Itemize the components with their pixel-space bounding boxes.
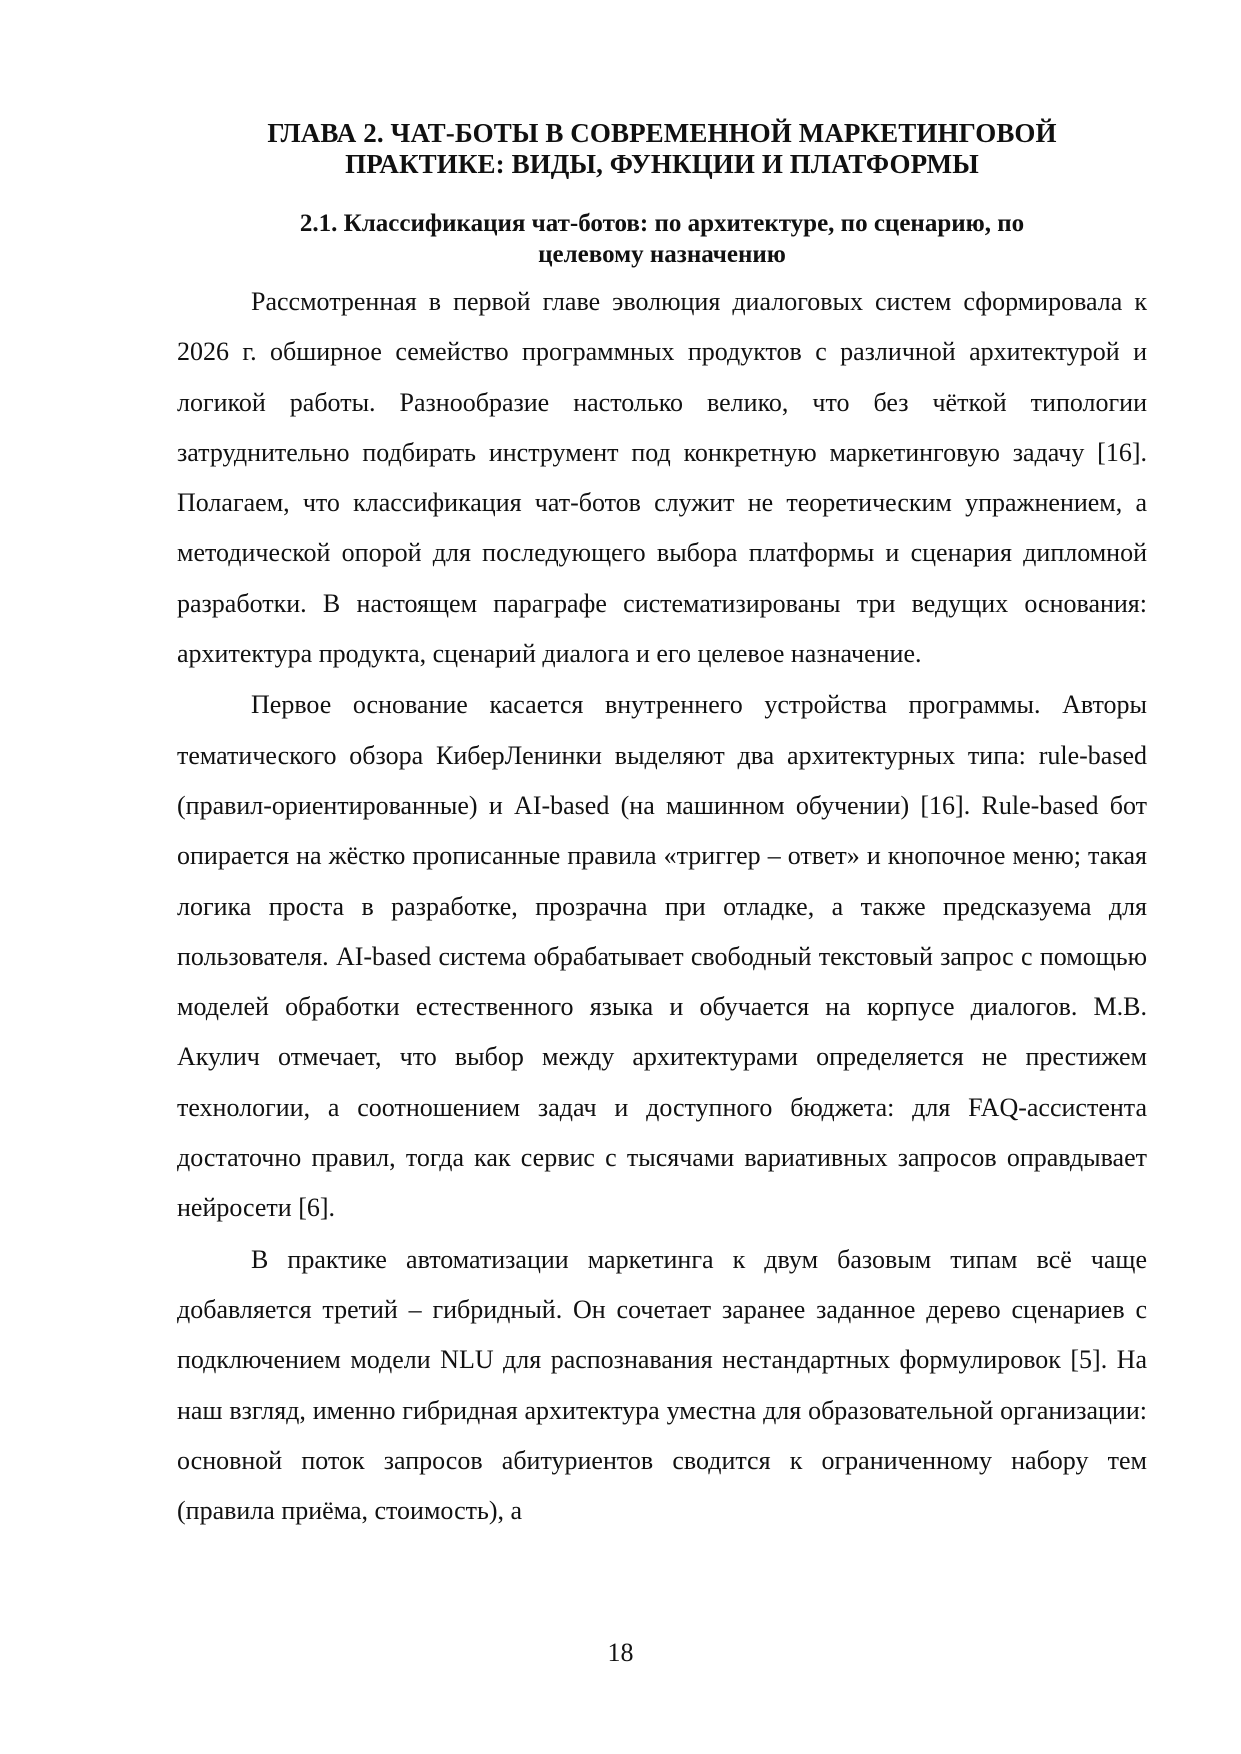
section-title [177, 208, 1147, 270]
paragraph-2: Первое основание касается внутреннего устройства программы. Авторы тематического обзора КиберЛенинки выделяют два архитектурных типа: rule-based (правил-ориентированные) и AI-based (на машинном обучении) [16]. Rule-based бот опирается на жёстко прописанные правила «триггер – ответ» и кнопочное меню; такая логика проста в разработке, прозрачна при отладке, а также предсказуема для пользователя. AI-based система обрабатывает свободный текстовый запрос с помощью моделей обработки естественного языка и обучается на корпусе диалогов. М.В. Акулич отмечает, что выбор между архитектурами определяется не престижем технологии, а соотношением задач и доступного бюджета: для FAQ-ассистента достаточно правил, тогда как сервис с тысячами вариативных запросов оправдывает нейросети [6]. [177, 690, 1147, 1223]
page-number: 18 [607, 1638, 634, 1667]
paragraph-1: Рассмотренная в первой главе эволюция диалоговых систем сформировала к 2026 г. обширное семейство программных продуктов с различной архитектурой и логикой работы. Разнообразие настолько велико, что без чёткой типологии затруднительно подбирать инструмент под конкретную маркетинговую задачу [16]. Полагаем, что классификация чат-ботов служит не теоретическим упражнением, а методической опорой для последующего выбора платформы и сценария дипломной разработки. В настоящем параграфе систематизированы три ведущих основания: архитектура продукта, сценарий диалога и его целевое назначение. [177, 287, 1147, 669]
paragraph-3: В практике автоматизации маркетинга к двум базовым типам всё чаще добавляется третий – гибридный. Он сочетает заранее заданное дерево сценариев с подключением модели NLU для распознавания нестандартных формулировок [5]. На наш взгляд, именно гибридная архитектура уместна для образовательной организации: основной поток запросов абитуриентов сводится к ограниченному набору тем (правила приёма, стоимость), а [177, 1244, 1147, 1526]
chapter-title [177, 118, 1147, 180]
section-title-line-2: целевому назначению [538, 241, 786, 268]
chapter-title-line-2: ПРАКТИКЕ: ВИДЫ, ФУНКЦИИ И ПЛАТФОРМЫ [345, 149, 979, 179]
chapter-title-line-1: ГЛАВА 2. ЧАТ-БОТЫ В СОВРЕМЕННОЙ МАРКЕТИНГОВОЙ [267, 118, 1057, 148]
section-title-line-1: 2.1. Классификация чат-ботов: по архитектуре, по сценарию, по [299, 210, 1025, 237]
page-content [177, 118, 1147, 1536]
